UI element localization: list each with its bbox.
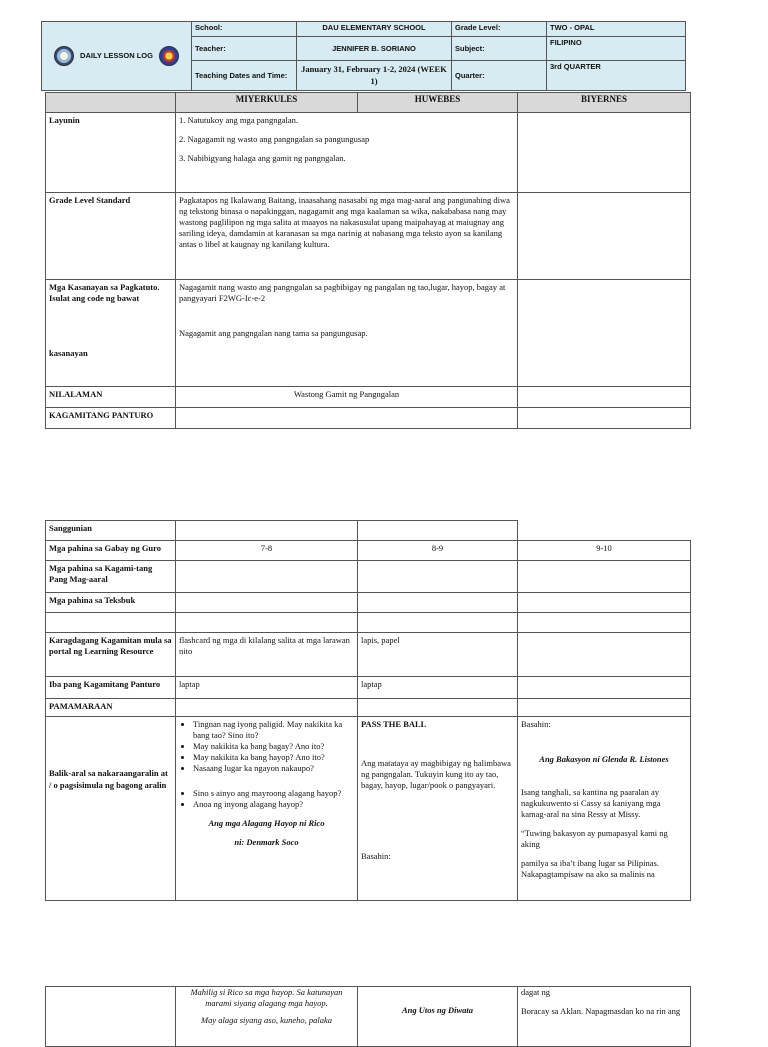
dates-label: Teaching Dates and Time: — [192, 61, 297, 91]
story-title: Ang Bakasyon ni Glenda R. Listones — [539, 754, 669, 765]
empty-cell — [358, 613, 518, 633]
empty-cell — [46, 987, 176, 1047]
sanggunian-label: Sanggunian — [46, 521, 176, 541]
read-label: Basahin: — [361, 851, 391, 862]
nilalaman-label: NILALAMAN — [46, 387, 176, 408]
resources-table — [45, 520, 691, 901]
empty-cell — [176, 561, 358, 593]
empty-cell — [518, 408, 691, 429]
empty-cell — [176, 408, 518, 429]
lesson-table — [45, 92, 691, 429]
list-item: • Tingnan nag iyong paligid. May nakikita ka bang tao? Sino ito? — [193, 719, 354, 741]
competency-text: Nagagamit nang wasto ang pangngalan sa pagbibigay ng pangalan ng tao,lugar, hayop, bagay at pangyayari F2WG-Ic-e-2 — [179, 282, 506, 304]
day-header: HUWEBES — [358, 93, 518, 113]
question-list — [179, 719, 354, 774]
kagamitan-label: KAGAMITANG PANTURO — [46, 408, 176, 429]
activity-heading: PASS THE BALL — [361, 719, 427, 729]
empty-cell — [176, 521, 358, 541]
competency-label-cell — [46, 280, 176, 387]
list-item: • Sino s ainyo ang mayroong alagang hayop? — [193, 788, 354, 799]
continuation-table — [45, 986, 691, 1047]
gabay-label: Mga pahina sa Gabay ng Guro — [46, 541, 176, 561]
iba-value — [518, 677, 691, 699]
story-line: Boracay sa Aklan. Napagmasdan ko na rin ang — [521, 1006, 681, 1017]
iba-label: Iba pang Kagamitang Panturo — [46, 677, 176, 699]
empty-cell — [518, 193, 691, 280]
list-item: • May nakikita ka bang bagay? Ano ito? — [193, 741, 354, 752]
empty-cell — [46, 613, 176, 633]
teacher-label: Teacher: — [192, 37, 297, 61]
question-list — [179, 788, 354, 810]
corner-cell — [46, 93, 176, 113]
story-continuation — [518, 987, 691, 1047]
grade-label: Grade Level: — [452, 22, 547, 37]
story-title: Ang mga Alagang Hayop ni Rico — [208, 818, 325, 829]
empty-cell — [176, 593, 358, 613]
balik-label: Balik-aral sa nakaraangaralin at / o pagsisimula ng bagong aralin — [46, 717, 176, 901]
balik-col2 — [358, 717, 518, 901]
empty-cell — [518, 699, 691, 717]
logo-cell — [42, 22, 192, 91]
balik-col3 — [518, 717, 691, 901]
objective-item: 2. Nagagamit ng wasto ang pangngalan sa pangungusap — [179, 134, 370, 145]
layunin-label: Layunin — [46, 113, 176, 193]
iba-value: laptap — [358, 677, 518, 699]
day-header: BIYERNES — [518, 93, 691, 113]
header-table — [41, 21, 686, 91]
story-author: ni: Denmark Soco — [234, 837, 299, 848]
kagamitang-label: Mga pahina sa Kagami-tang Pang Mag-aaral — [46, 561, 176, 593]
empty-cell — [518, 113, 691, 193]
grade-value: TWO - OPAL — [547, 22, 686, 37]
empty-cell — [518, 593, 691, 613]
school-seal-icon — [159, 46, 179, 66]
competency-content — [176, 280, 518, 387]
objective-item: 3. Nabibigyang halaga ang gamit ng pangngalan. — [179, 153, 346, 164]
day-header: MIYERKULES — [176, 93, 358, 113]
school-value: DAU ELEMENTARY SCHOOL — [297, 22, 452, 37]
objective-item: 1. Natutukoy ang mga pangngalan. — [179, 115, 298, 125]
list-item: • Anoa ng inyong alagang hayop? — [193, 799, 354, 810]
empty-cell — [518, 387, 691, 408]
gabay-value: 7-8 — [176, 541, 358, 561]
list-item: • Nasaang lugar ka ngayon nakaupo? — [193, 763, 354, 774]
empty-cell — [176, 613, 358, 633]
school-label: School: — [192, 22, 297, 37]
story-line: dagat ng — [521, 987, 551, 997]
subject-value: FILIPINO — [547, 37, 686, 61]
layunin-content — [176, 113, 518, 193]
empty-cell — [518, 613, 691, 633]
story-title: Ang Utos ng Diwata — [358, 987, 518, 1047]
quarter-label: Quarter: — [452, 61, 547, 91]
list-item: • May nakikita ka bang hayop? Ano ito? — [193, 752, 354, 763]
dates-value: January 31, February 1-2, 2024 (WEEK 1) — [297, 61, 452, 91]
subject-label: Subject: — [452, 37, 547, 61]
empty-cell — [518, 280, 691, 387]
empty-cell — [358, 521, 518, 541]
empty-cell — [518, 521, 691, 541]
karagdagan-value: lapis, papel — [358, 633, 518, 677]
read-label: Basahin: — [521, 719, 551, 729]
empty-cell — [358, 699, 518, 717]
story-continuation — [176, 987, 358, 1047]
story-paragraph: Isang tanghali, sa kantina ng paaralan ay nagkukuwento si Cassy sa kaniyang mga kamag-aral na sina Ressy at Missy. — [521, 787, 661, 820]
deped-seal-icon — [54, 46, 74, 66]
teacher-value: JENNIFER B. SORIANO — [297, 37, 452, 61]
story-paragraph: “Tuwing bakasyon ay pumapasyal kami ng aking — [521, 828, 668, 850]
karagdagan-value: flashcard ng mga di kilalang salita at mga larawan nito — [176, 633, 358, 677]
empty-cell — [176, 699, 358, 717]
gabay-value: 8-9 — [358, 541, 518, 561]
empty-cell — [358, 593, 518, 613]
pamamaraan-label: PAMAMARAAN — [46, 699, 176, 717]
competency-label-2: kasanayan — [49, 348, 88, 359]
nilalaman-text: Wastong Gamit ng Pangngalan — [176, 387, 518, 408]
competency-label: Mga Kasanayan sa Pagkatuto. Isulat ang code ng bawat — [49, 282, 160, 304]
log-title: DAILY LESSON LOG — [80, 50, 153, 60]
karagdagan-value — [518, 633, 691, 677]
empty-cell — [358, 561, 518, 593]
story-line: Mahilig si Rico sa mga hayop. Sa katunayan marami siyang alagang mga hayop. — [190, 987, 343, 1009]
competency-text: Nagagamit ang pangngalan nang tama sa pangungusap. — [179, 328, 368, 339]
balik-col1 — [176, 717, 358, 901]
standard-text: Pagkatapos ng Ikalawang Baitang, inaasahang nasasabi ng mga mag-aaral ang pangunahing diwa ng tekstong binasa o napakinggan, nagagamit ang mga kaalaman sa wika, nakababasa nang may wastong paglilipon ng mga salita at maayos na nakasusulat upang maipahayag at maiugnay ang sariling ideya, damdamin at karanasan sa mga narinig at nabasang mga teksto ayon sa kanilang antas o libel at kaugnay ng kanilang kultura. — [176, 193, 518, 280]
iba-value: laptap — [176, 677, 358, 699]
empty-cell — [518, 561, 691, 593]
gabay-value: 9-10 — [518, 541, 691, 561]
teksbuk-label: Mga pahina sa Teksbuk — [46, 593, 176, 613]
karagdagan-label: Karagdagang Kagamitan mula sa portal ng Learning Resource — [46, 633, 176, 677]
quarter-value: 3rd QUARTER — [547, 61, 686, 91]
story-line: May alaga siyang aso, kuneho, palaka — [200, 1015, 333, 1026]
activity-text: Ang matataya ay magbibigay ng halimbawa ng pangngalan. Tukuyin kung ito ay tao, bagay, hayop, lugar/pook o pangyayari. — [361, 758, 511, 791]
standard-label: Grade Level Standard — [46, 193, 176, 280]
story-paragraph: pamilya sa iba’t ibang lugar sa Pilipinas. Nakapagtampisaw na ako sa malinis na — [521, 858, 659, 880]
